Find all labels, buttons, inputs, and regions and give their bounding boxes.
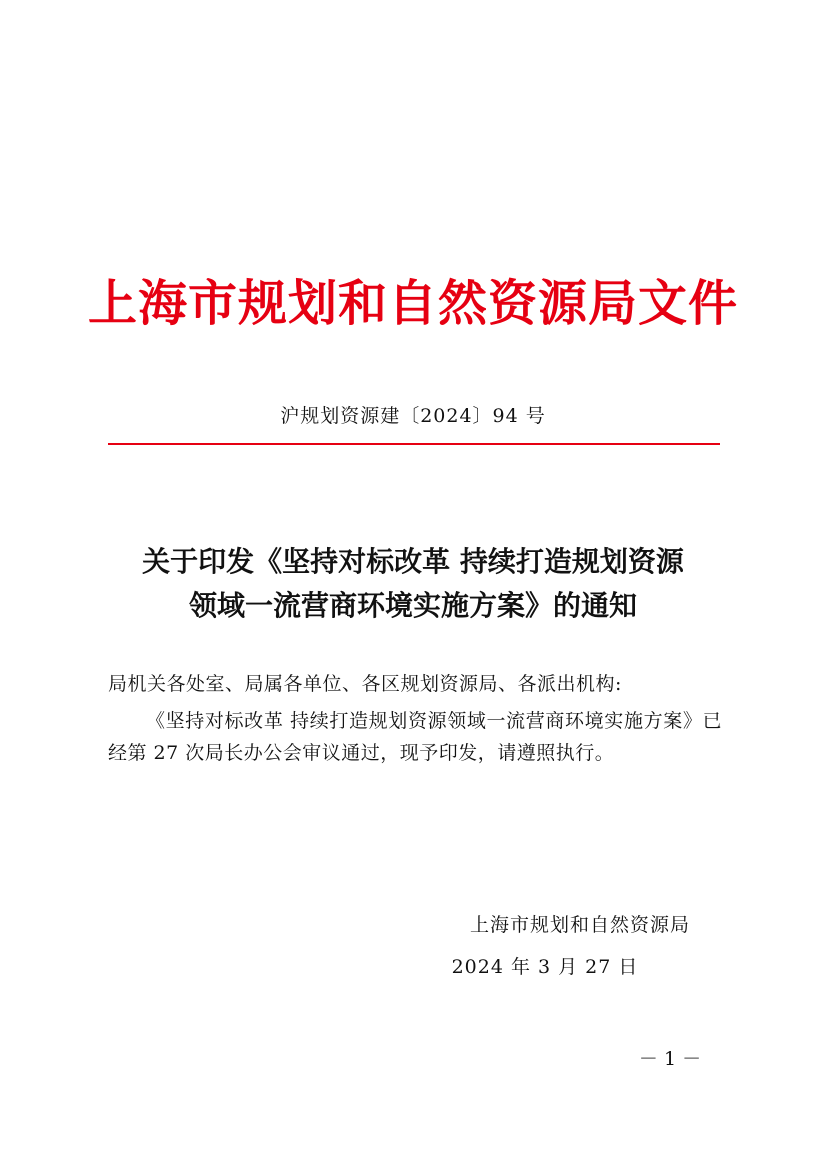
notice-addressee: 局机关各处室、局属各单位、各区规划资源局、各派出机构: [108, 673, 622, 695]
notice-body-paragraph: 《坚持对标改革 持续打造规划资源领域一流营商环境实施方案》已经第 27 次局长办公会审议通过，现予印发，请遵照执行。 [108, 710, 722, 764]
page-number: － 1 － [638, 1048, 702, 1070]
signature-organization: 上海市规划和自然资源局 [469, 914, 690, 936]
document-masthead: 上海市规划和自然资源局文件 [87, 274, 738, 332]
document-number: 沪规划资源建〔2024〕94 号 [280, 405, 546, 427]
notice-title [70, 540, 756, 628]
notice-title-line-2: 领域一流营商环境实施方案》的通知 [188, 589, 637, 622]
signature-date: 2024 年 3 月 27 日 [451, 956, 639, 978]
notice-title-line-1: 关于印发《坚持对标改革 持续打造规划资源 [142, 545, 684, 578]
red-divider-rule [108, 443, 720, 445]
